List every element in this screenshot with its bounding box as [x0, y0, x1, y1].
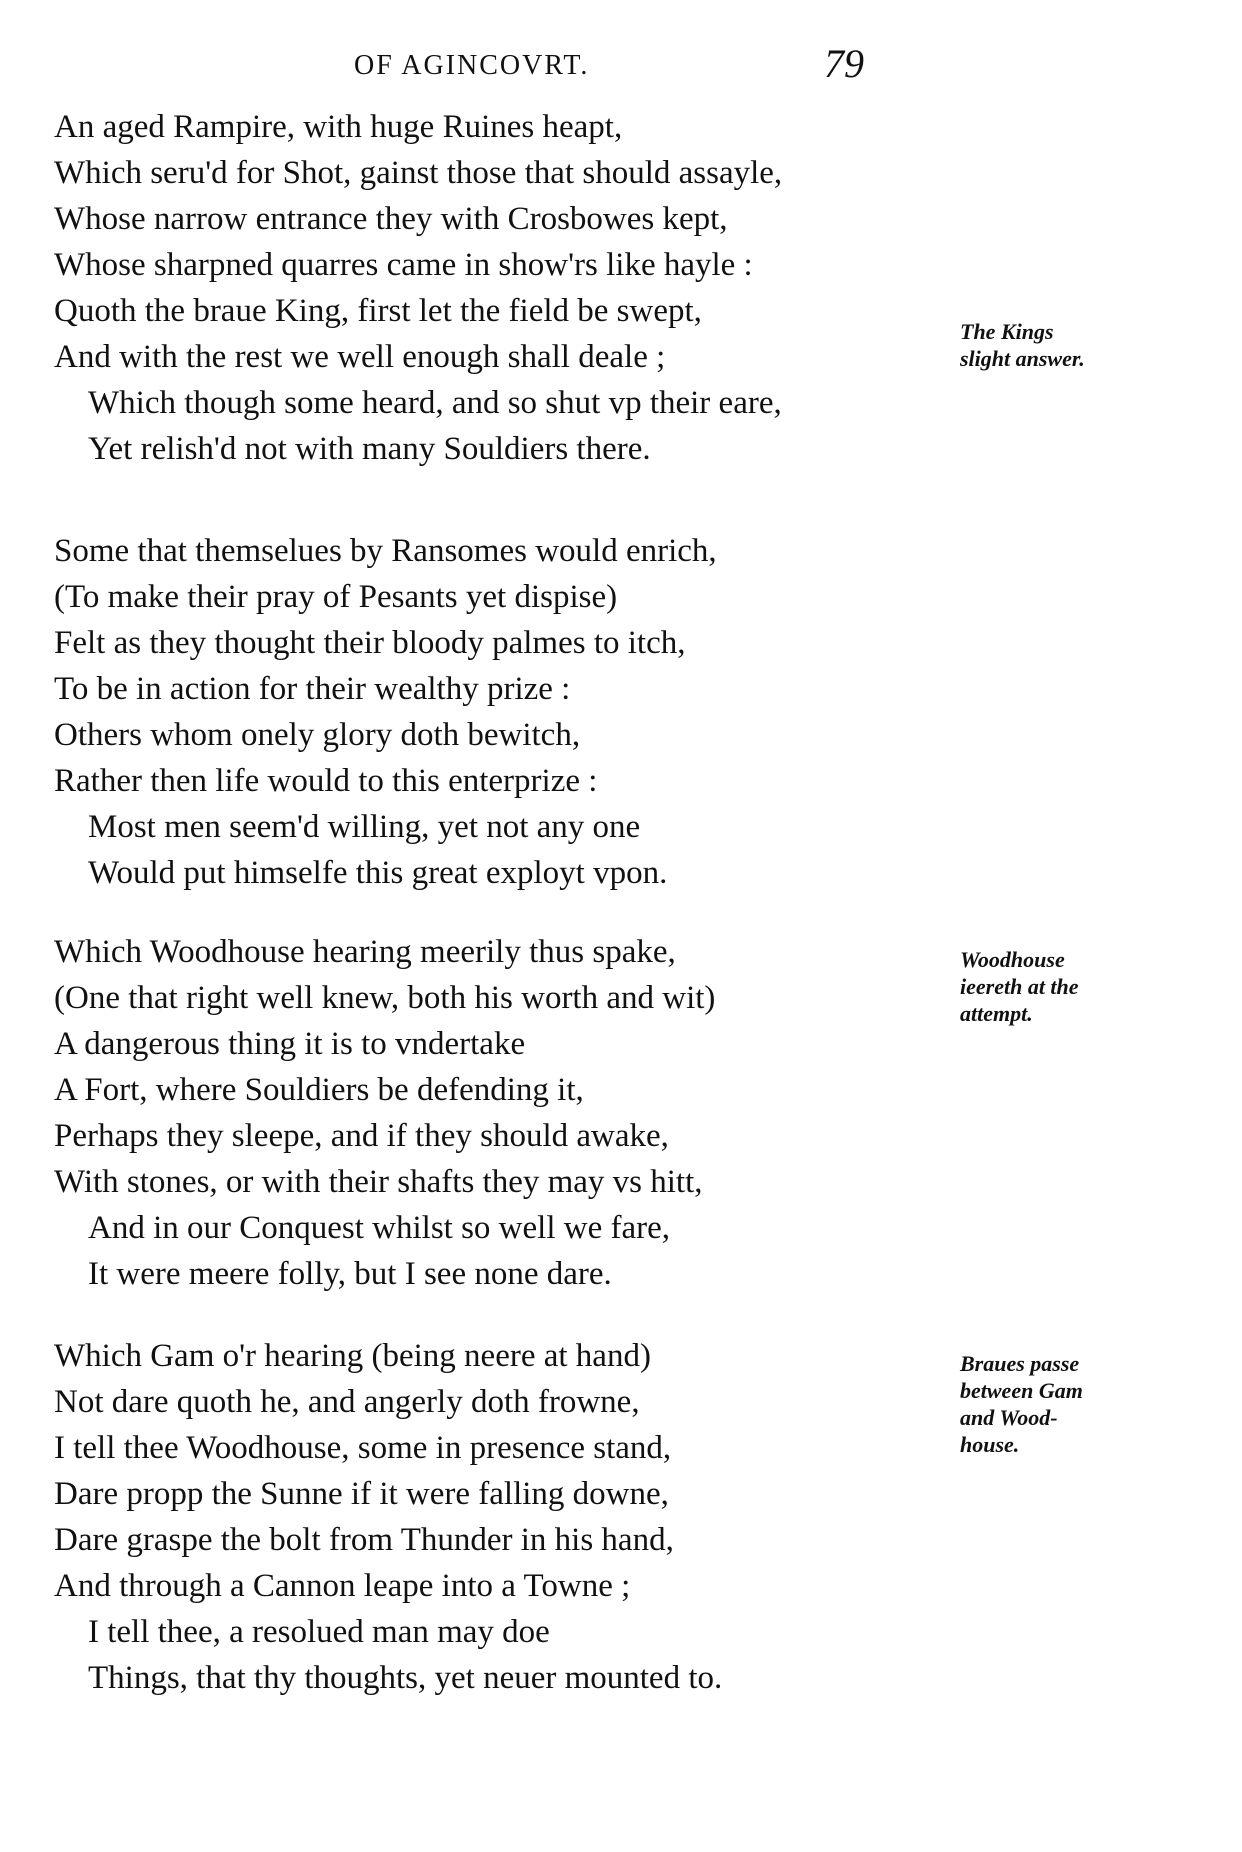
- verse-line: I tell thee, a resolued man may doe: [88, 1614, 550, 1650]
- marginal-note-line: slight answer.: [960, 346, 1085, 371]
- verse-line: And through a Cannon leape into a Towne ;: [54, 1568, 631, 1604]
- verse-line: Which Woodhouse hearing meerily thus spake,: [54, 934, 676, 970]
- marginal-note-line: and Wood-: [960, 1405, 1058, 1430]
- marginal-note-line: ieereth at the: [960, 974, 1079, 999]
- verse-line: To be in action for their wealthy prize :: [54, 671, 571, 707]
- running-title: OF AGINCOVRT.: [354, 50, 590, 81]
- running-head: [54, 40, 974, 100]
- verse-line: A Fort, where Souldiers be defending it,: [54, 1072, 584, 1108]
- verse-line: Felt as they thought their bloody palmes to itch,: [54, 625, 686, 661]
- verse-line: And in our Conquest whilst so well we fare,: [88, 1210, 670, 1246]
- stanza-1: [54, 104, 1154, 472]
- marginal-note-line: Woodhouse: [960, 947, 1065, 972]
- verse-line: Dare graspe the bolt from Thunder in his hand,: [54, 1522, 674, 1558]
- marginal-note-braues: [960, 1350, 1083, 1458]
- page-number: 79: [824, 41, 864, 86]
- marginal-note-kings-answer: [960, 318, 1085, 372]
- verse-line: (To make their pray of Pesants yet dispise): [54, 579, 618, 615]
- verse-line: Which seru'd for Shot, gainst those that should assayle,: [54, 155, 783, 191]
- verse-line: Most men seem'd willing, yet not any one: [88, 809, 641, 845]
- marginal-note-line: between Gam: [960, 1378, 1083, 1403]
- verse-line: Whose narrow entrance they with Crosbowes kept,: [54, 201, 728, 237]
- verse-line: Yet relish'd not with many Souldiers there.: [88, 431, 651, 467]
- verse-line: An aged Rampire, with huge Ruines heapt,: [54, 109, 623, 145]
- verse-line: I tell thee Woodhouse, some in presence stand,: [54, 1430, 672, 1466]
- verse-line: Whose sharpned quarres came in show'rs like hayle :: [54, 247, 753, 283]
- verse-line: Rather then life would to this enterprize :: [54, 763, 598, 799]
- marginal-note-line: Braues passe: [960, 1351, 1080, 1376]
- verse-line: Which though some heard, and so shut vp their eare,: [88, 385, 782, 421]
- verse-line: A dangerous thing it is to vndertake: [54, 1026, 526, 1062]
- marginal-note-woodhouse: [960, 946, 1079, 1027]
- marginal-note-line: attempt.: [960, 1001, 1033, 1026]
- marginal-note-line: The Kings: [960, 319, 1054, 344]
- verse-line: Others whom onely glory doth bewitch,: [54, 717, 581, 753]
- verse-line: Not dare quoth he, and angerly doth frowne,: [54, 1384, 640, 1420]
- verse-line: Which Gam o'r hearing (being neere at hand): [54, 1338, 651, 1374]
- verse-line: And with the rest we well enough shall deale ;: [54, 339, 666, 375]
- verse-line: Quoth the braue King, first let the field be swept,: [54, 293, 702, 329]
- verse-line: With stones, or with their shafts they may vs hitt,: [54, 1164, 703, 1200]
- verse-line: (One that right well knew, both his worth and wit): [54, 980, 716, 1016]
- verse-line: Dare propp the Sunne if it were falling downe,: [54, 1476, 669, 1512]
- stanza-2: [54, 528, 1154, 896]
- verse-line: Things, that thy thoughts, yet neuer mounted to.: [88, 1660, 723, 1696]
- verse-line: Some that themselues by Ransomes would enrich,: [54, 533, 717, 569]
- marginal-note-line: house.: [960, 1432, 1020, 1457]
- verse-line: It were meere folly, but I see none dare.: [88, 1256, 612, 1292]
- verse-line: Perhaps they sleepe, and if they should awake,: [54, 1118, 669, 1154]
- verse-line: Would put himselfe this great exployt vpon.: [88, 855, 668, 891]
